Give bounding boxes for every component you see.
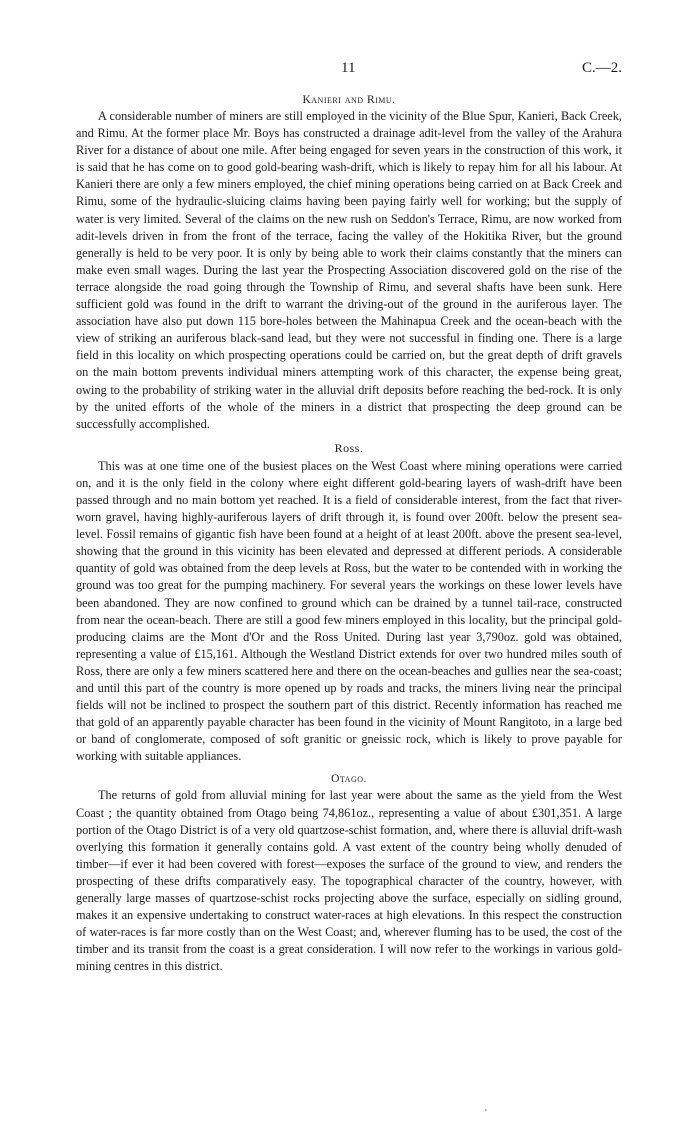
document-code: C.—2. (581, 60, 622, 76)
paragraph-kanieri-rimu: A considerable number of miners are still employed in the vicinity of the Blue Spur, Kanieri, Back Creek, and Rimu. At the former place Mr. Boys has constructed a drainage adit-level from the valley of the Arahura River for a distance of about one mile. After being engaged for seven years in the construction of this work, it is said that he has come on to good gold-bearing wash-drift, which is likely to repay him for all his labour. At Kanieri there are only a few miners employed, the chief mining operations being carried on at Back Creek and Rimu, some of the hydraulic-sluicing claims having been paying fairly well for working; but the supply of water is very limited. Several of the claims on the new rush on Seddon's Terrace, Rimu, are now worked from adit-levels driven in from the front of the terrace, facing the valley of the Hokitika River, but the ground generally is held to be very poor. It is only by being able to work their claims constantly that the miners can make even small wages. During the last year the Prospecting Association discovered gold on the rise of the terrace alongside the road going through the Township of Rimu, and several shafts have been sunk. Here sufficient gold was found in the drift to warrant the driving-out of the ground in the auriferous layer. The association have also put down 115 bore-holes between the Mahinapua Creek and the ocean-beach with the view of striking an auriferous black-sand lead, but they were not successful in finding one. There is a large field in this locality on which prospecting operations could be carried on, but the great depth of drift gravels on the main bottom prevents individual miners attempting work of this character, the expense being great, owing to the probability of striking water in the alluvial drift deposits before reaching the bed-rock. It is only by the united efforts of the whole of the miners in a district that prospecting the deep ground can be successfully accomplished. (76, 109, 622, 431)
paragraph-ross: This was at one time one of the busiest places on the West Coast where mining operations were carried on, and it is the only field in the colony where eight different gold-bearing layers of wash-drift have been passed through and no main bottom yet reached. It is a field of considerable interest, from the fact that river-worn gravel, having highly-auriferous layers of drift through it, is found over 200ft. below the present sea-level. Fossil remains of gigantic fish have been found at a height of at least 200ft. above the present sea-level, showing that the ground in this vicinity has been elevated and depressed at different periods. A considerable quantity of gold was obtained from the deep levels at Ross, but the water to be contended with in working the ground was too great for the pumping machinery. For several years the workings on these lower levels have been abandoned. They are now confined to ground which can be drained by a tunnel tail-race, constructed from near the ocean-beach. There are still a good few miners employed in this locality, but the principal gold-producing claims are the Mont d'Or and the Ross United. During last year 3,790oz. gold was obtained, representing a value of £15,161. Although the Westland District extends for over two hundred miles south of Ross, there are only a few miners scattered here and there on the ocean-beaches and gullies near the sea-coast; and until this part of the country is more opened up by roads and tracks, the miners living near the principal fields will not be inclined to prospect the southern part of this district. Recently information has reached me that gold of an apparently payable character has been found in the vicinity of Mount Rangitoto, in a large bed or band of conglomerate, composed of soft granitic or gneissic rock, which is likely to prove payable for working with suitable appliances. (76, 458, 622, 764)
section-heading-otago: Otago. (331, 773, 367, 786)
paragraph-otago: The returns of gold from alluvial mining for last year were about the same as the yield from the West Coast ; the quantity obtained from Otago being 74,861oz., representing a value of about £301,351. A large portion of the Otago District is of a very old quartzose-schist formation, and, where there is alluvial drift-wash overlying this formation it generally contains gold. A vast extent of the country being wholly denuded of timber—if ever it had been covered with forest—exposes the surface of the ground to view, and renders the prospecting of these drifts comparatively easy. The topographical character of the country, however, with generally large masses of quartzose-schist rocks projecting above the surface, especially on sidling ground, makes it an expensive undertaking to construct water-races at high elevations. In this respect the construction of water-races is far more costly than on the West Coast; and, wherever fluming has to be used, the cost of the timber and its transit from the coast is a great consideration. I will now refer to the workings in various gold-mining centres in this district. (76, 788, 622, 974)
footer-mark: ' (485, 1108, 487, 1119)
section-heading-ross: Ross. (334, 440, 364, 455)
page-header (76, 58, 622, 80)
section-heading-kanieri-rimu: Kanieri and Rimu. (302, 94, 396, 106)
page-number: 11 (341, 60, 356, 76)
document-page (76, 58, 622, 976)
